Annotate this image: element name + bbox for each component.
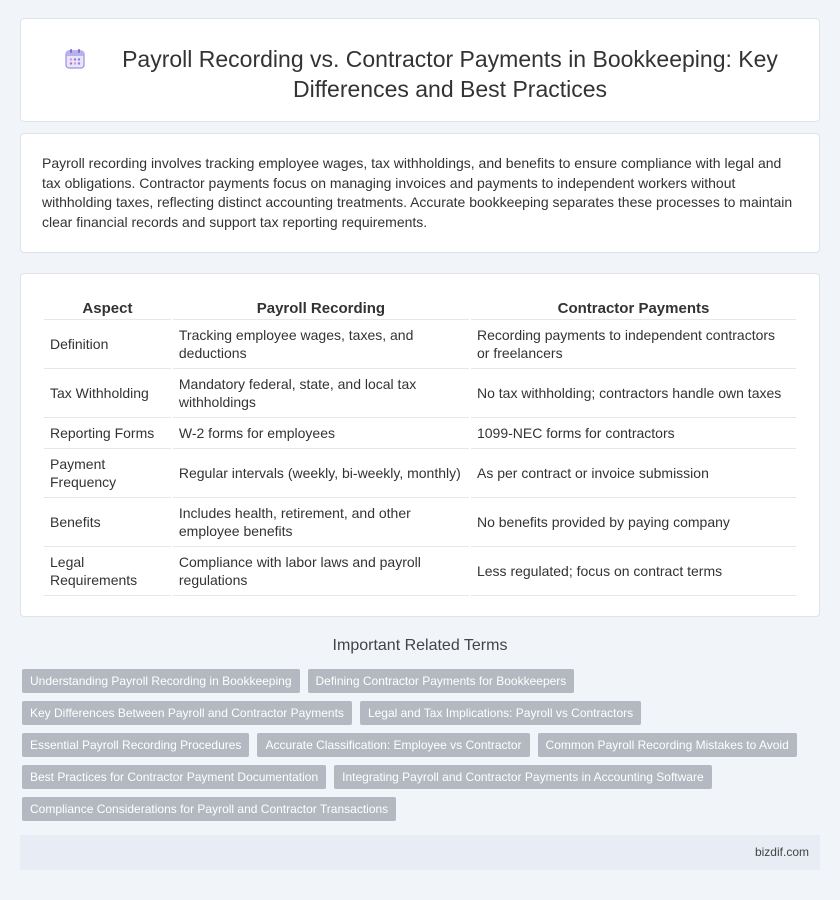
related-term-tag[interactable]: Best Practices for Contractor Payment Documentation	[22, 765, 326, 789]
related-term-tag[interactable]: Accurate Classification: Employee vs Contractor	[257, 733, 529, 757]
calendar-icon	[64, 48, 86, 70]
cell-payroll: Mandatory federal, state, and local tax withholdings	[173, 369, 469, 418]
header-aspect: Aspect	[44, 296, 171, 320]
cell-aspect: Reporting Forms	[44, 418, 171, 449]
related-term-tag[interactable]: Legal and Tax Implications: Payroll vs Contractors	[360, 701, 641, 725]
page-title: Payroll Recording vs. Contractor Payments in Bookkeeping: Key Differences and Best Practices	[122, 46, 778, 102]
cell-contractor: No benefits provided by paying company	[471, 498, 796, 547]
related-term-tag[interactable]: Understanding Payroll Recording in Bookkeeping	[22, 669, 300, 693]
cell-contractor: Recording payments to independent contractors or freelancers	[471, 320, 796, 369]
table-row	[44, 418, 796, 449]
cell-contractor: 1099-NEC forms for contractors	[471, 418, 796, 449]
related-terms-list	[22, 669, 802, 821]
header-card	[20, 18, 820, 122]
cell-payroll: W-2 forms for employees	[173, 418, 469, 449]
related-term-tag[interactable]: Common Payroll Recording Mistakes to Avoid	[538, 733, 797, 757]
cell-contractor: No tax withholding; contractors handle own taxes	[471, 369, 796, 418]
intro-paragraph: Payroll recording involves tracking employee wages, tax withholdings, and benefits to ensure compliance with legal and tax obligations. Contractor payments focus on managing invoices and payments to independent workers without withholding taxes, reflecting distinct accounting treatments. Accurate bookkeeping separates these processes to maintain clear financial records and support tax reporting requirements.	[42, 155, 793, 230]
related-term-tag[interactable]: Defining Contractor Payments for Bookkeepers	[308, 669, 575, 693]
footer-site-name: bizdif.com	[754, 845, 809, 859]
header-payroll-recording: Payroll Recording	[173, 296, 469, 320]
table-row	[44, 498, 796, 547]
header-contractor-payments: Contractor Payments	[471, 296, 796, 320]
intro-card	[20, 133, 820, 253]
cell-payroll: Regular intervals (weekly, bi-weekly, monthly)	[173, 449, 469, 498]
table-header-row	[44, 296, 796, 320]
table-row	[44, 369, 796, 418]
cell-payroll: Includes health, retirement, and other employee benefits	[173, 498, 469, 547]
cell-contractor: Less regulated; focus on contract terms	[471, 547, 796, 596]
cell-aspect: Benefits	[44, 498, 171, 547]
cell-payroll: Compliance with labor laws and payroll regulations	[173, 547, 469, 596]
cell-payroll: Tracking employee wages, taxes, and deductions	[173, 320, 469, 369]
cell-aspect: Tax Withholding	[44, 369, 171, 418]
related-term-tag[interactable]: Key Differences Between Payroll and Contractor Payments	[22, 701, 352, 725]
footer	[20, 835, 820, 870]
comparison-table	[42, 296, 798, 596]
related-term-tag[interactable]: Compliance Considerations for Payroll and Contractor Transactions	[22, 797, 396, 821]
table-row	[44, 320, 796, 369]
cell-aspect: Legal Requirements	[44, 547, 171, 596]
cell-aspect: Definition	[44, 320, 171, 369]
comparison-card	[20, 273, 820, 617]
related-term-tag[interactable]: Integrating Payroll and Contractor Payments in Accounting Software	[334, 765, 712, 789]
cell-contractor: As per contract or invoice submission	[471, 449, 796, 498]
table-row	[44, 547, 796, 596]
related-term-tag[interactable]: Essential Payroll Recording Procedures	[22, 733, 249, 757]
table-row	[44, 449, 796, 498]
related-terms-heading: Important Related Terms	[332, 637, 508, 654]
cell-aspect: Payment Frequency	[44, 449, 171, 498]
